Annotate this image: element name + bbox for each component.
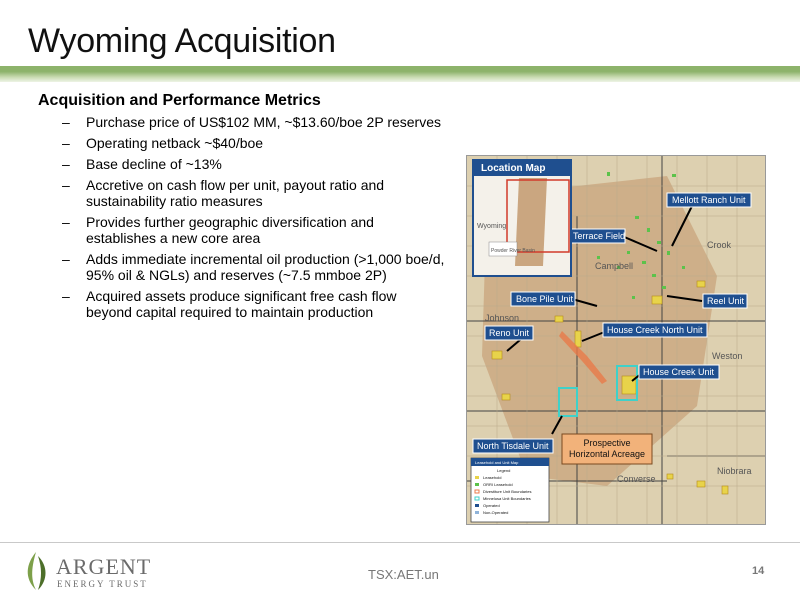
bullet-item (62, 177, 416, 209)
slide-title: Wyoming Acquisition (28, 22, 336, 60)
bullet-item (62, 135, 462, 151)
bullet-item (62, 251, 451, 283)
unit-label-reno (485, 326, 533, 340)
unit-label-house-creek-north (603, 323, 707, 337)
bullet-item (62, 214, 416, 246)
county-label: Niobrara (717, 466, 752, 476)
page-number: 14 (752, 565, 765, 577)
bullet-item (62, 288, 431, 320)
legend-item: Operated (483, 503, 500, 508)
location-map-inset (473, 160, 571, 276)
unit-label-text: House Creek Unit (643, 367, 715, 377)
unit-label-text: Terrace Field (573, 231, 626, 241)
bullet-marker: – (62, 135, 70, 151)
acreage-map (466, 155, 766, 525)
unit-label-house-creek (639, 365, 719, 379)
legend-item: Leasehold (483, 475, 502, 480)
county-label: Campbell (595, 261, 634, 271)
bullet-text: Provides further geographic diversification and establishes a new core area (86, 214, 374, 246)
bullet-text: Adds immediate incremental oil production (>1,000 boe/d, 95% oil & NGLs) and reserves (~7.5 mmboe 2P) (86, 251, 445, 283)
legend-item: Non-Operated (483, 510, 509, 515)
bullet-text: Operating netback ~$40/boe (86, 135, 264, 151)
county-label: Johnson (485, 313, 520, 323)
bullet-marker: – (62, 156, 70, 172)
unit-label-text: Reno Unit (489, 328, 530, 338)
unit-label-terrace (569, 229, 625, 243)
bullet-text: Acquired assets produce significant free cash flow beyond capital required to maintain production (86, 288, 397, 320)
unit-label-mellott (667, 193, 751, 207)
county-label: Crook (707, 240, 732, 250)
inset-title: Location Map (481, 163, 546, 174)
unit-label-north-tisdale (473, 439, 553, 453)
bullet-text: Accretive on cash flow per unit, payout ratio and sustainability ratio measures (86, 177, 385, 209)
unit-label-text: Mellott Ranch Unit (672, 195, 746, 205)
logo-subtitle: ENERGY TRUST (57, 579, 148, 589)
callout-text: Prospective Horizontal Acreage (568, 438, 646, 459)
bullet-list (62, 114, 462, 325)
legend-header: Legend (497, 468, 511, 473)
bullet-text: Base decline of ~13% (86, 156, 222, 172)
argent-leaf-icon (22, 550, 52, 592)
unit-label-reel (703, 294, 747, 308)
unit-label-text: North Tisdale Unit (477, 441, 549, 451)
bullet-marker: – (62, 288, 70, 304)
prospective-callout (562, 434, 652, 464)
bullet-item (62, 114, 462, 130)
map-canvas (467, 156, 765, 524)
map-legend (471, 458, 549, 522)
logo-name: ARGENT (56, 554, 152, 579)
unit-label-text: House Creek North Unit (607, 325, 703, 335)
inset-state-label: Wyoming (477, 223, 507, 230)
section-heading: Acquisition and Performance Metrics (38, 92, 321, 109)
footer-divider (0, 542, 800, 543)
unit-label-text: Bone Pile Unit (516, 294, 574, 304)
unit-label-text: Reel Unit (707, 296, 745, 306)
legend-title: Leasehold and Unit Map (475, 460, 519, 465)
ticker-symbol: TSX:AET.un (368, 567, 439, 582)
bullet-marker: – (62, 177, 70, 193)
title-band (0, 66, 800, 82)
bullet-marker: – (62, 214, 70, 230)
legend-item: Minnelusa Unit Boundaries (483, 496, 531, 501)
inset-basin-label: Powder River Basin (491, 248, 535, 254)
bullet-marker: – (62, 251, 70, 267)
county-label: Converse (617, 474, 656, 484)
legend-item: ORRI Leasehold (483, 482, 513, 487)
legend-item: Divestiture Unit Boundaries (483, 489, 532, 494)
argent-logo (22, 550, 152, 592)
unit-label-bone-pile (511, 292, 575, 306)
bullet-marker: – (62, 114, 70, 130)
bullet-text: Purchase price of US$102 MM, ~$13.60/boe 2P reserves (86, 114, 441, 130)
county-label: Weston (712, 351, 743, 361)
bullet-item (62, 156, 462, 172)
